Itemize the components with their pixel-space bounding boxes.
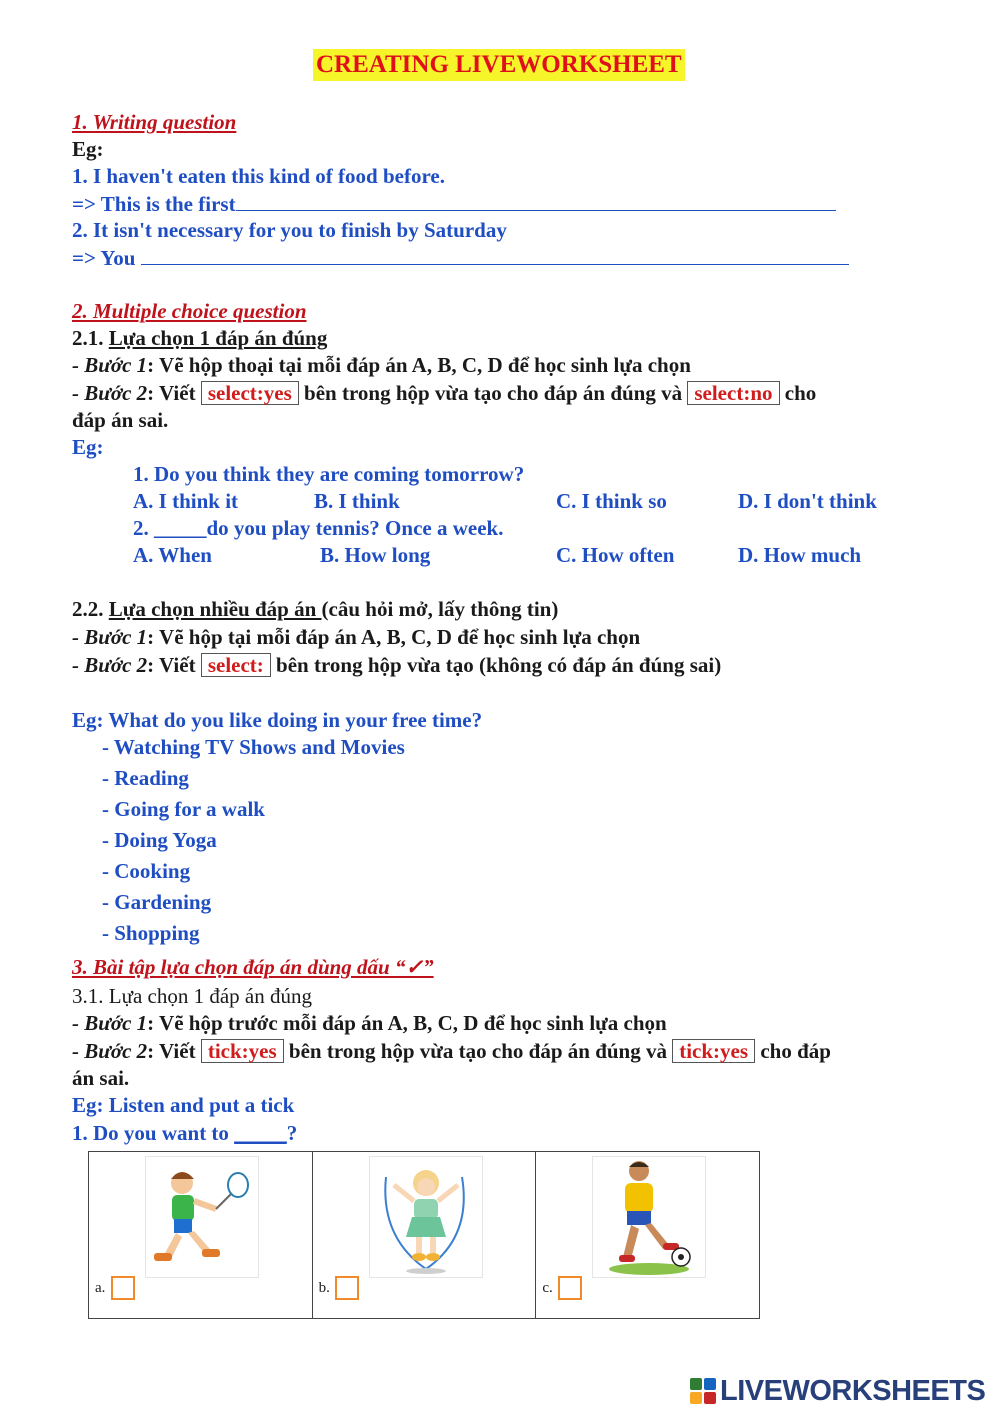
activity-option[interactable]: - Doing Yoga	[102, 828, 217, 852]
mc-option-1a[interactable]: A. I think it	[133, 489, 239, 513]
step-2-mid: bên trong hộp vừa tạo cho đáp án đúng và	[298, 381, 688, 405]
liveworksheets-logo	[690, 1374, 985, 1408]
mc-option-2b[interactable]: B. How long	[320, 543, 431, 567]
s31-step-2	[72, 1038, 831, 1064]
tick-question-prefix: 1. Do you want to	[72, 1121, 235, 1145]
s31-step-1-label: - Bước 1	[72, 1011, 148, 1035]
subsection-3-1: 3.1. Lựa chọn 1 đáp án đúng	[72, 984, 312, 1008]
writing-question-2: 2. It isn't necessary for you to finish by Saturday	[72, 218, 507, 242]
answer-2-prefix: => You	[72, 246, 141, 270]
picture-options-table	[88, 1151, 760, 1319]
select-no-tag: select:no	[687, 381, 779, 405]
subsection-2-1	[72, 325, 327, 351]
writing-question-1: 1. I haven't eaten this kind of food before.	[72, 164, 445, 188]
option-cell-c	[536, 1152, 759, 1318]
option-label-a: a.	[95, 1280, 106, 1296]
s22-step-2	[72, 652, 721, 678]
s31-step-2-mid: bên trong hộp vừa tạo cho đáp án đúng và	[283, 1039, 673, 1063]
s31-eg: Eg: Listen and put a tick	[72, 1093, 295, 1117]
tick-question-blank: _____	[234, 1121, 287, 1145]
subsection-2-2-title: Lựa chọn nhiều đáp án	[108, 597, 322, 621]
select-tag: select:	[201, 653, 271, 677]
mc-question-2: 2. _____do you play tennis? Once a week.	[133, 516, 504, 540]
subsection-2-1-title: Lựa chọn 1 đáp án đúng	[108, 326, 328, 350]
subsection-2-2	[72, 596, 558, 622]
subsection-2-2-note: (câu hỏi mở, lấy thông tin)	[321, 597, 559, 621]
section-3-heading: 3. Bài tập lựa chọn đáp án dùng dấu “✓”	[72, 955, 434, 979]
badminton-boy-image	[145, 1156, 259, 1278]
activity-option[interactable]: - Watching TV Shows and Movies	[102, 735, 405, 759]
s31-step-1	[72, 1010, 667, 1036]
s22-step-1	[72, 624, 640, 650]
option-label-c: c.	[542, 1280, 553, 1296]
tick-yes-tag-2: tick:yes	[672, 1039, 755, 1063]
section-2-heading: 2. Multiple choice question	[72, 299, 307, 323]
football-player-image	[592, 1156, 706, 1278]
section-1-heading: 1. Writing question	[72, 110, 237, 134]
worksheet-title: CREATING LIVEWORKSHEET	[313, 49, 685, 81]
step-1-label: - Bước 1	[72, 353, 148, 377]
activity-option[interactable]: - Gardening	[102, 890, 212, 914]
writing-answer-1	[72, 190, 836, 217]
step-2-label: - Bước 2	[72, 381, 148, 405]
tick-question-1	[72, 1120, 297, 1146]
tick-checkbox-b[interactable]	[335, 1276, 359, 1300]
tick-yes-tag: tick:yes	[201, 1039, 284, 1063]
activity-option[interactable]: - Cooking	[102, 859, 191, 883]
answer-1-blank[interactable]	[236, 190, 836, 211]
free-time-question: Eg: What do you like doing in your free time?	[72, 708, 483, 732]
select-yes-tag: select:yes	[201, 381, 299, 405]
s22-step-1-label: - Bước 1	[72, 625, 148, 649]
tick-checkbox-c[interactable]	[558, 1276, 582, 1300]
s21-step-2-continued: đáp án sai.	[72, 408, 169, 432]
s21-step-2	[72, 380, 816, 406]
s31-step-2-label: - Bước 2	[72, 1039, 148, 1063]
eg-label: Eg:	[72, 137, 104, 161]
answer-2-blank[interactable]	[141, 244, 849, 265]
answer-1-prefix: => This is the first	[72, 192, 236, 216]
s31-step-2-pre: : Viết	[147, 1039, 201, 1063]
writing-answer-2	[72, 244, 849, 271]
mc-option-1d[interactable]: D. I don't think	[738, 489, 877, 513]
mc-option-2c[interactable]: C. How often	[556, 543, 675, 567]
tick-checkbox-a[interactable]	[111, 1276, 135, 1300]
option-label-b: b.	[318, 1280, 330, 1296]
step-2-pre: : Viết	[147, 381, 201, 405]
step-1-text: : Vẽ hộp thoại tại mỗi đáp án A, B, C, D để học sinh lựa chọn	[147, 353, 691, 377]
s31-step-2-continued: án sai.	[72, 1066, 130, 1090]
mc-option-2d[interactable]: D. How much	[738, 543, 862, 567]
mc-option-1c[interactable]: C. I think so	[556, 489, 667, 513]
s31-step-1-text: : Vẽ hộp trước mỗi đáp án A, B, C, D để học sinh lựa chọn	[147, 1011, 667, 1035]
activity-option[interactable]: - Reading	[102, 766, 189, 790]
s21-eg-label: Eg:	[72, 435, 104, 459]
option-cell-b	[313, 1152, 537, 1318]
skipping-girl-image	[369, 1156, 483, 1278]
tick-question-end: ?	[286, 1121, 298, 1145]
s22-step-1-text: : Vẽ hộp tại mỗi đáp án A, B, C, D để học sinh lựa chọn	[147, 625, 641, 649]
activity-option[interactable]: - Going for a walk	[102, 797, 265, 821]
mc-option-1b[interactable]: B. I think	[314, 489, 400, 513]
s22-step-2-end: bên trong hộp vừa tạo (không có đáp án đúng sai)	[270, 653, 722, 677]
s22-step-2-pre: : Viết	[147, 653, 201, 677]
subsection-2-2-number: 2.2.	[72, 597, 109, 621]
s21-step-1	[72, 352, 691, 378]
mc-question-1: 1. Do you think they are coming tomorrow?	[133, 462, 525, 486]
subsection-2-1-number: 2.1.	[72, 326, 109, 350]
step-2-end: cho	[779, 381, 817, 405]
logo-blocks-icon	[690, 1378, 716, 1404]
option-cell-a	[89, 1152, 313, 1318]
logo-text: LIVEWORKSHEETS	[720, 1374, 986, 1407]
mc-option-2a[interactable]: A. When	[133, 543, 212, 567]
s22-step-2-label: - Bước 2	[72, 653, 148, 677]
s31-step-2-end: cho đáp	[755, 1039, 831, 1063]
activity-option[interactable]: - Shopping	[102, 921, 200, 945]
